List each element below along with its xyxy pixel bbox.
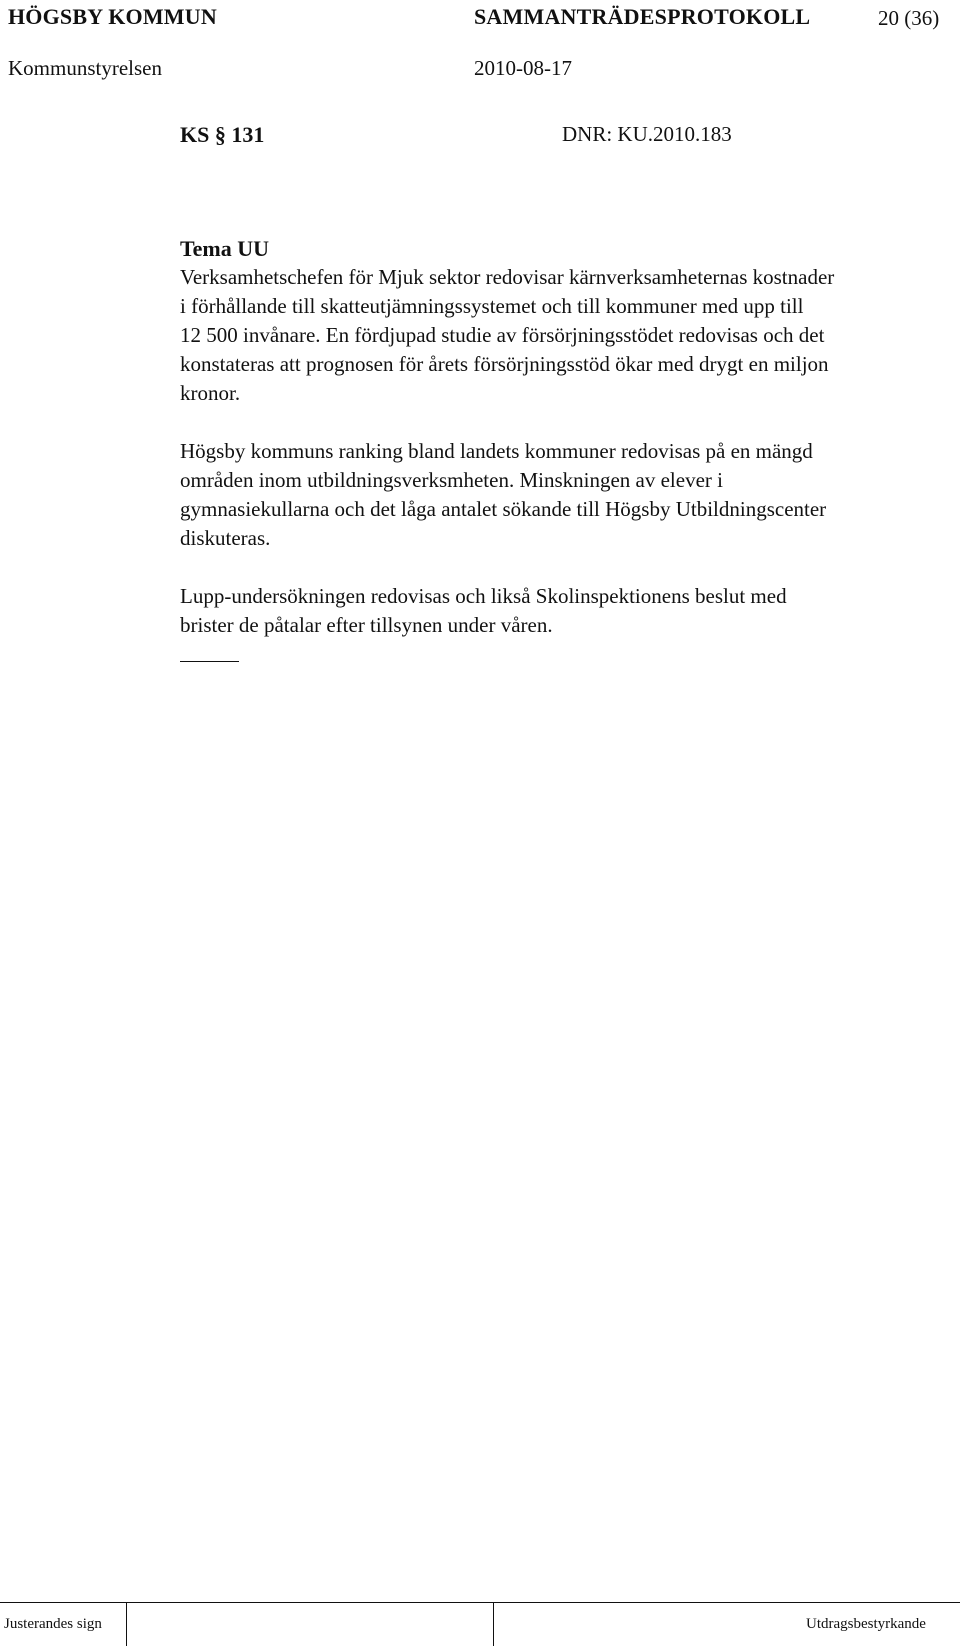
paragraph-spacer — [180, 408, 940, 437]
paragraph-2 — [180, 437, 940, 553]
paragraph-line: i förhållande till skatteutjämningssystemet och till kommuner med upp till — [180, 294, 804, 318]
paragraph-line: Högsby kommuns ranking bland landets kommuner redovisas på en mängd — [180, 439, 813, 463]
paragraph-line: Lupp-undersökningen redovisas och likså Skolinspektionens beslut med — [180, 584, 787, 608]
paragraph-line: konstateras att prognosen för årets försörjningsstöd ökar med drygt en miljon — [180, 352, 829, 376]
paragraph-line: 12 500 invånare. En fördjupad studie av försörjningsstödet redovisas och det — [180, 323, 825, 347]
organization-name: HÖGSBY KOMMUN — [8, 4, 217, 29]
case-paragraph-number: KS § 131 — [180, 122, 265, 147]
meeting-date: 2010-08-17 — [474, 56, 572, 80]
page-number: 20 (36) — [878, 6, 940, 30]
document-type-title: SAMMANTRÄDESPROTOKOLL — [474, 4, 811, 29]
paragraph-line: gymnasiekullarna och det låga antalet sökande till Högsby Utbildningscenter — [180, 497, 827, 521]
paragraph-line: kronor. — [180, 381, 241, 405]
board-name: Kommunstyrelsen — [8, 56, 162, 80]
footer-divider — [493, 1602, 494, 1646]
paragraph-line: områden inom utbildningsverksmheten. Minskningen av elever i — [180, 468, 723, 492]
topic-heading: Tema UU — [180, 236, 270, 261]
paragraph-spacer — [180, 553, 940, 582]
footer-rule — [0, 1602, 960, 1603]
paragraph-line: brister de påtalar efter tillsynen under våren. — [180, 613, 553, 637]
footer-signature-label: Justerandes sign — [4, 1616, 102, 1632]
minutes-body — [180, 234, 940, 640]
footer-certification-label: Utdragsbestyrkande — [806, 1616, 926, 1632]
footer-divider — [126, 1602, 127, 1646]
paragraph-line: Verksamhetschefen för Mjuk sektor redovisar kärnverksamheternas kostnader — [180, 265, 835, 289]
end-of-section-rule — [180, 661, 239, 662]
case-dnr: DNR: KU.2010.183 — [562, 122, 732, 146]
paragraph-line: diskuteras. — [180, 526, 271, 550]
paragraph-3 — [180, 582, 940, 640]
paragraph-1 — [180, 263, 940, 408]
